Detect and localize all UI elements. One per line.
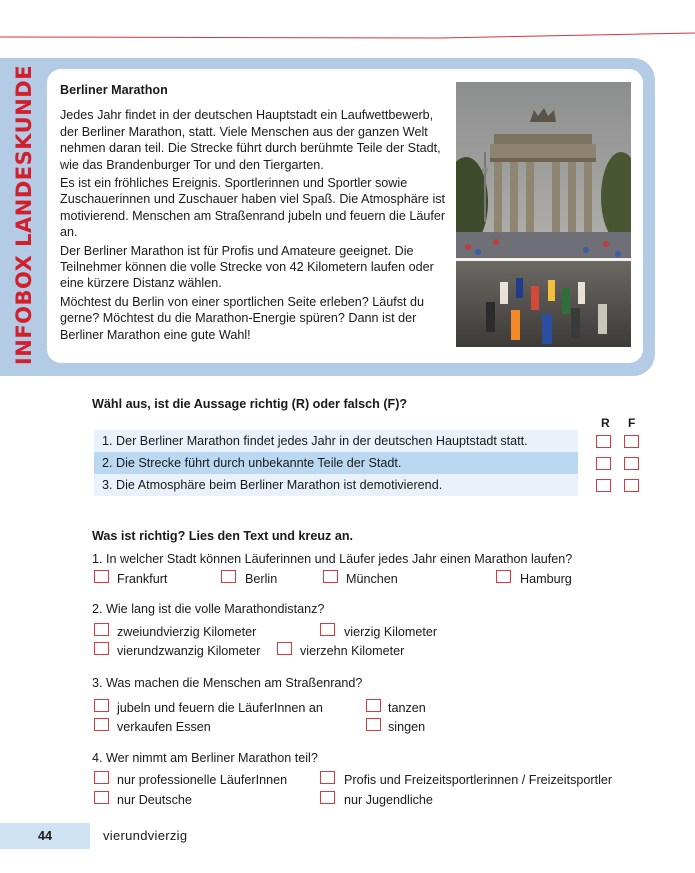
option-checkbox[interactable]: [320, 771, 335, 784]
option-checkbox[interactable]: [94, 570, 109, 583]
question-2: 2. Wie lang ist die volle Marathondistanz?: [92, 602, 325, 616]
option-label: Profis und Freizeitsportlerinnen / Freizeitsportler: [344, 773, 613, 787]
option-label: tanzen: [388, 701, 426, 715]
brandenburg-gate-photo: [456, 82, 631, 347]
option-checkbox[interactable]: [94, 642, 109, 655]
option-checkbox[interactable]: [94, 623, 109, 636]
checkbox-f-3[interactable]: [624, 479, 639, 492]
statement-row: 1. Der Berliner Marathon findet jedes Jahr in der deutschen Hauptstadt statt.: [94, 430, 578, 452]
article-paragraph: Jedes Jahr findet in der deutschen Hauptstadt ein Laufwettbewerb, der Berliner Marathon, statt. Viele Menschen aus der ganzen Welt nehmen daran teil. Die Strecke führt durch berühmte Teile der Stadt, wie das Brandenburger Tor und den Tiergarten.: [60, 108, 441, 172]
article-paragraph: Möchtest du Berlin von einer sportlichen Seite erleben? Läufst du gerne? Möchtest du die Marathon-Energie spüren? Dann ist der Berliner Marathon eine gute Wahl!: [60, 294, 425, 342]
option-label: Berlin: [245, 572, 278, 586]
option-label: nur Deutsche: [117, 793, 192, 807]
column-header-r: R: [601, 416, 610, 430]
page-number: 44: [37, 829, 52, 843]
option-label: vierzehn Kilometer: [300, 644, 405, 658]
option-label: vierzig Kilometer: [344, 625, 438, 639]
article-paragraph: Es ist ein fröhliches Ereignis. Sportlerinnen und Sportler sowie Zuschauerinnen und Zuschauer haben viel Spaß. Die Atmosphäre ist motivierend. Menschen am Straßenrand jubeln und feuern die Läufer an.: [60, 176, 446, 240]
option-checkbox[interactable]: [277, 642, 292, 655]
statement-row: 2. Die Strecke führt durch unbekannte Teile der Stadt.: [94, 452, 578, 474]
option-label: vierundzwanzig Kilometer: [117, 644, 261, 658]
checkbox-r-3[interactable]: [596, 479, 611, 492]
checkbox-f-2[interactable]: [624, 457, 639, 470]
infobox-label: [6, 64, 42, 366]
page-number-word: vierundvierzig: [103, 828, 188, 843]
option-checkbox[interactable]: [496, 570, 511, 583]
checkbox-r-1[interactable]: [596, 435, 611, 448]
column-header-f: F: [628, 416, 636, 430]
checkbox-r-2[interactable]: [596, 457, 611, 470]
question-4: 4. Wer nimmt am Berliner Marathon teil?: [92, 751, 318, 765]
option-label: zweiundvierzig Kilometer: [117, 625, 257, 639]
article-paragraph: Der Berliner Marathon ist für Profis und Amateure geeignet. Die Teilnehmer können die volle Strecke von 42 Kilometern laufen oder eine kürzere Distanz wählen.: [60, 243, 434, 291]
option-checkbox[interactable]: [94, 718, 109, 731]
infobox-label-text: INFOBOX LANDESKUNDE: [12, 64, 36, 366]
option-label: nur Jugendliche: [344, 793, 433, 807]
option-label: Frankfurt: [117, 572, 168, 586]
question-1: 1. In welcher Stadt können Läuferinnen und Läufer jedes Jahr einen Marathon laufen?: [92, 552, 573, 566]
statement-row: 3. Die Atmosphäre beim Berliner Marathon ist demotivierend.: [94, 474, 578, 496]
option-checkbox[interactable]: [320, 791, 335, 804]
article: [60, 82, 448, 345]
option-checkbox[interactable]: [94, 791, 109, 804]
option-checkbox[interactable]: [366, 718, 381, 731]
option-checkbox[interactable]: [221, 570, 236, 583]
top-rule: [0, 32, 695, 42]
article-title: Berliner Marathon: [60, 83, 168, 97]
option-checkbox[interactable]: [94, 771, 109, 784]
option-label: München: [346, 572, 398, 586]
checkbox-f-1[interactable]: [624, 435, 639, 448]
option-checkbox[interactable]: [323, 570, 338, 583]
option-label: nur professionelle LäuferInnen: [117, 773, 288, 787]
option-label: singen: [388, 720, 426, 734]
option-label: verkaufen Essen: [117, 720, 211, 734]
exercise2-instruction: Was ist richtig? Lies den Text und kreuz an.: [92, 529, 354, 543]
option-checkbox[interactable]: [320, 623, 335, 636]
exercise1-instruction: Wähl aus, ist die Aussage richtig (R) oder falsch (F)?: [92, 397, 408, 411]
option-label: jubeln und feuern die LäuferInnen an: [117, 701, 323, 715]
question-3: 3. Was machen die Menschen am Straßenrand?: [92, 676, 363, 690]
option-checkbox[interactable]: [94, 699, 109, 712]
option-label: Hamburg: [520, 572, 572, 586]
photo-illustration: [456, 82, 631, 347]
option-checkbox[interactable]: [366, 699, 381, 712]
